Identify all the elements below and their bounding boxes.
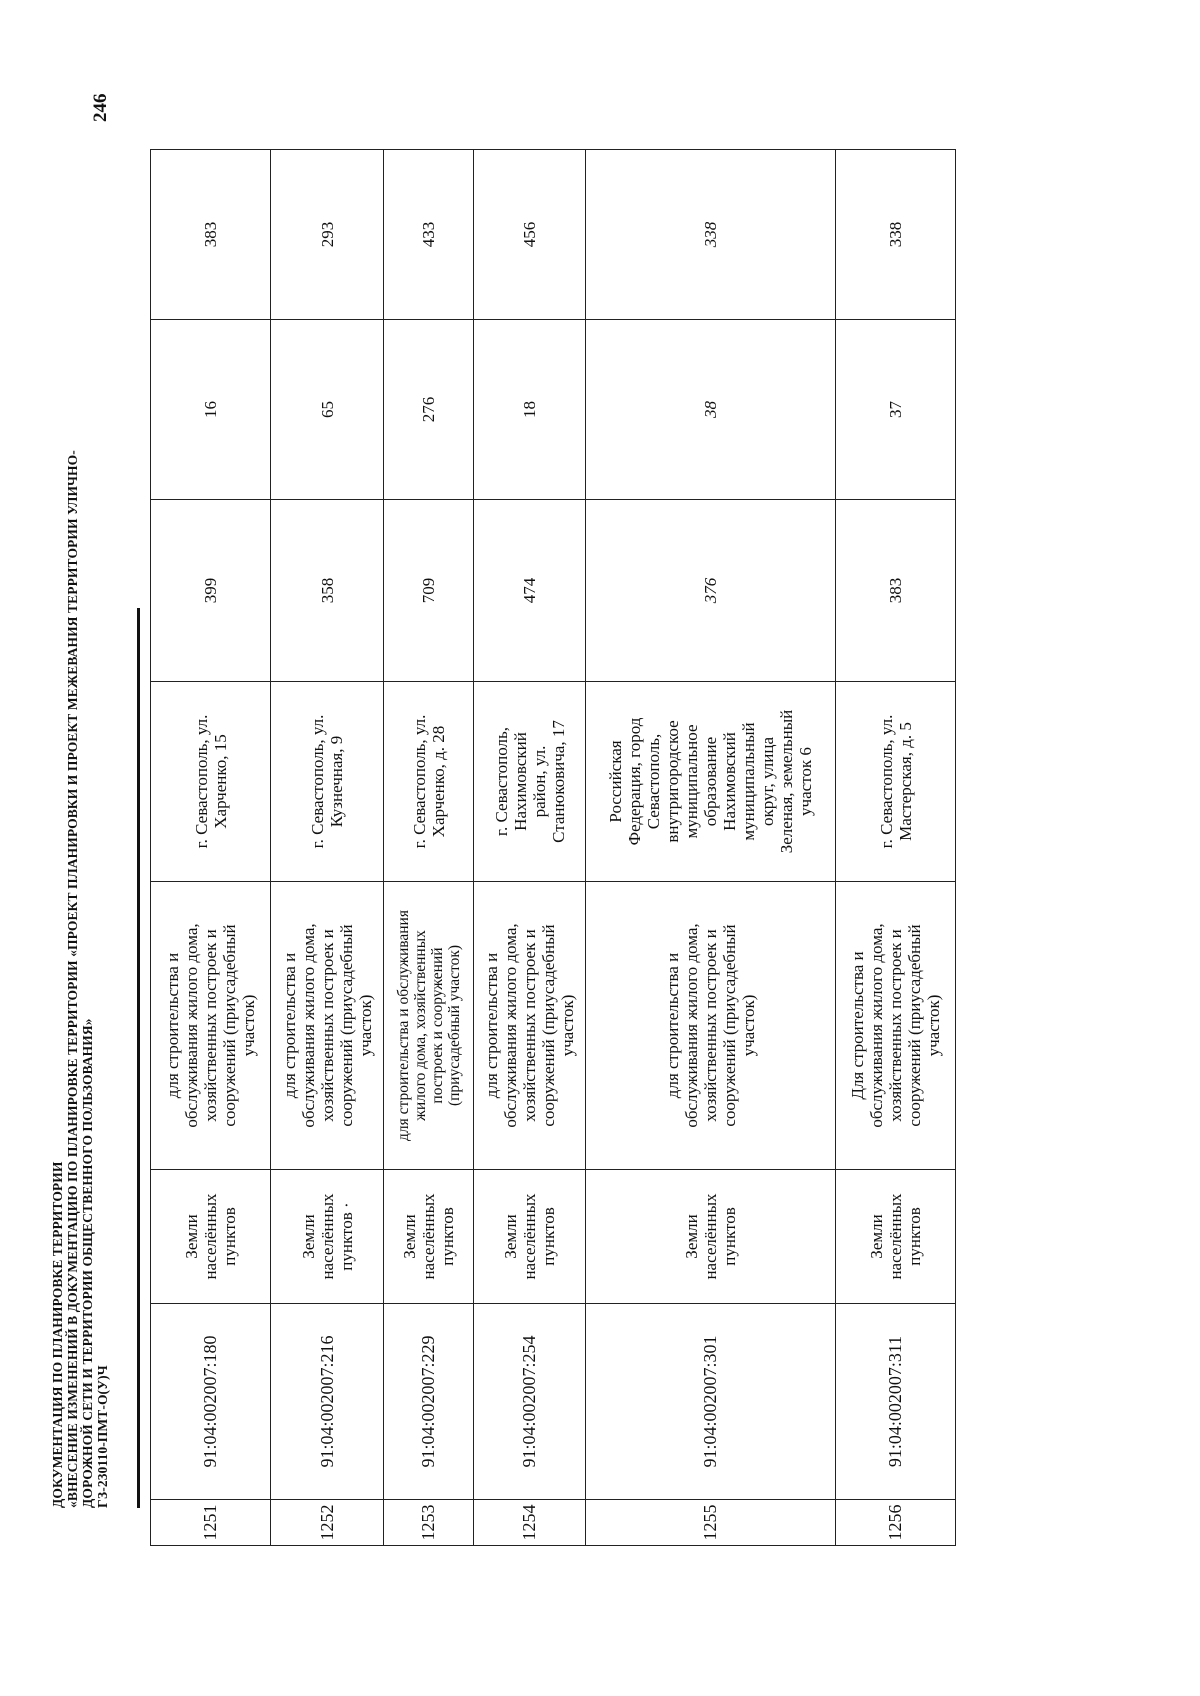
area-part: 37 (836, 320, 956, 500)
cadastral-number: 91:04:002007:180 (151, 1304, 271, 1500)
row-number: 1253 (384, 1500, 474, 1546)
area-remaining: 338 (586, 150, 836, 320)
table-row (474, 150, 586, 1546)
area-part: 18 (474, 320, 586, 500)
permitted-use: для строительства и обслуживания жилого дома, хозяйственных построек и сооружений (приусадебный участок) (474, 882, 586, 1170)
area-remaining: 293 (271, 150, 384, 320)
header-line-1: ДОКУМЕНТАЦИЯ ПО ПЛАНИРОВКЕ ТЕРРИТОРИИ (50, 1161, 65, 1508)
table-row (836, 150, 956, 1546)
area-part: 276 (384, 320, 474, 500)
cadastral-number: 91:04:002007:301 (586, 1304, 836, 1500)
table-row (586, 150, 836, 1546)
cadastral-number: 91:04:002007:254 (474, 1304, 586, 1500)
header-line-2: «ВНЕСЕНИЕ ИЗМЕНЕНИЙ В ДОКУМЕНТАЦИЮ ПО ПЛАНИРОВКЕ ТЕРРИТОРИИ «ПРОЕКТ ПЛАНИРОВКИ И ПРОЕКТ МЕЖЕВАНИЯ ТЕРРИТОРИИ УЛИЧНО- (65, 450, 80, 1508)
permitted-use: для строительства и обслуживания жилого дома, хозяйственных построек и сооружений (приусадебный участок) (271, 882, 384, 1170)
permitted-use: для строительства и обслуживания жилого дома, хозяйственных построек и сооружений (приусадебный участок) (151, 882, 271, 1170)
header-line-4: ГЗ-230110-ПМТ-О(У)Ч (95, 1365, 110, 1508)
address: г. Севастополь, ул. Кузнечная, 9 (271, 682, 384, 882)
permitted-use: для строительства и обслуживания жилого дома, хозяйственных построек и сооружений (приусадебный участок) (384, 882, 474, 1170)
area-remaining: 433 (384, 150, 474, 320)
row-number: 1256 (836, 1500, 956, 1546)
permitted-use: Для строительства и обслуживания жилого дома, хозяйственных построек и сооружений (приусадебный участок) (836, 882, 956, 1170)
address: г. Севастополь, ул. Харченко, д. 28 (384, 682, 474, 882)
area-part: 16 (151, 320, 271, 500)
area-total: 376 (586, 500, 836, 682)
address: г. Севастополь, Нахимовский район, ул. Станюковича, 17 (474, 682, 586, 882)
area-remaining: 383 (151, 150, 271, 320)
document-header (50, 208, 110, 1508)
land-plot-table (150, 149, 956, 1546)
area-total: 358 (271, 500, 384, 682)
permitted-use: для строительства и обслуживания жилого дома, хозяйственных построек и сооружений (приусадебный участок) (586, 882, 836, 1170)
area-total: 474 (474, 500, 586, 682)
table-row (151, 150, 271, 1546)
table-row (384, 150, 474, 1546)
area-remaining: 338 (836, 150, 956, 320)
land-category: Земли населённых пунктов (586, 1170, 836, 1304)
area-total: 383 (836, 500, 956, 682)
header-line-3: ДОРОЖНОЙ СЕТИ И ТЕРРИТОРИИ ОБЩЕСТВЕННОГО ПОЛЬЗОВАНИЯ» (80, 1018, 95, 1508)
address: г. Севастополь, ул. Харченко, 15 (151, 682, 271, 882)
page-number: 246 (90, 93, 111, 122)
address: г. Севастополь, ул. Мастерская, д. 5 (836, 682, 956, 882)
header-divider (137, 608, 140, 1508)
address: Российская Федерация, город Севастополь, внутригородское муниципальное образование Нахимовский муниципальный округ, улица Зеленая, земельный участок 6 (586, 682, 836, 882)
table-row (271, 150, 384, 1546)
row-number: 1251 (151, 1500, 271, 1546)
row-number: 1252 (271, 1500, 384, 1546)
land-category: Земли населённых пунктов · (271, 1170, 384, 1304)
land-category: Земли населённых пунктов (151, 1170, 271, 1304)
cadastral-number: 91:04:002007:229 (384, 1304, 474, 1500)
row-number: 1255 (586, 1500, 836, 1546)
cadastral-number: 91:04:002007:311 (836, 1304, 956, 1500)
cadastral-number: 91:04:002007:216 (271, 1304, 384, 1500)
land-category: Земли населённых пунктов (384, 1170, 474, 1304)
area-remaining: 456 (474, 150, 586, 320)
area-total: 399 (151, 500, 271, 682)
land-category: Земли населённых пунктов (474, 1170, 586, 1304)
row-number: 1254 (474, 1500, 586, 1546)
area-total: 709 (384, 500, 474, 682)
land-category: Земли населённых пунктов (836, 1170, 956, 1304)
area-part: 38 (586, 320, 836, 500)
area-part: 65 (271, 320, 384, 500)
